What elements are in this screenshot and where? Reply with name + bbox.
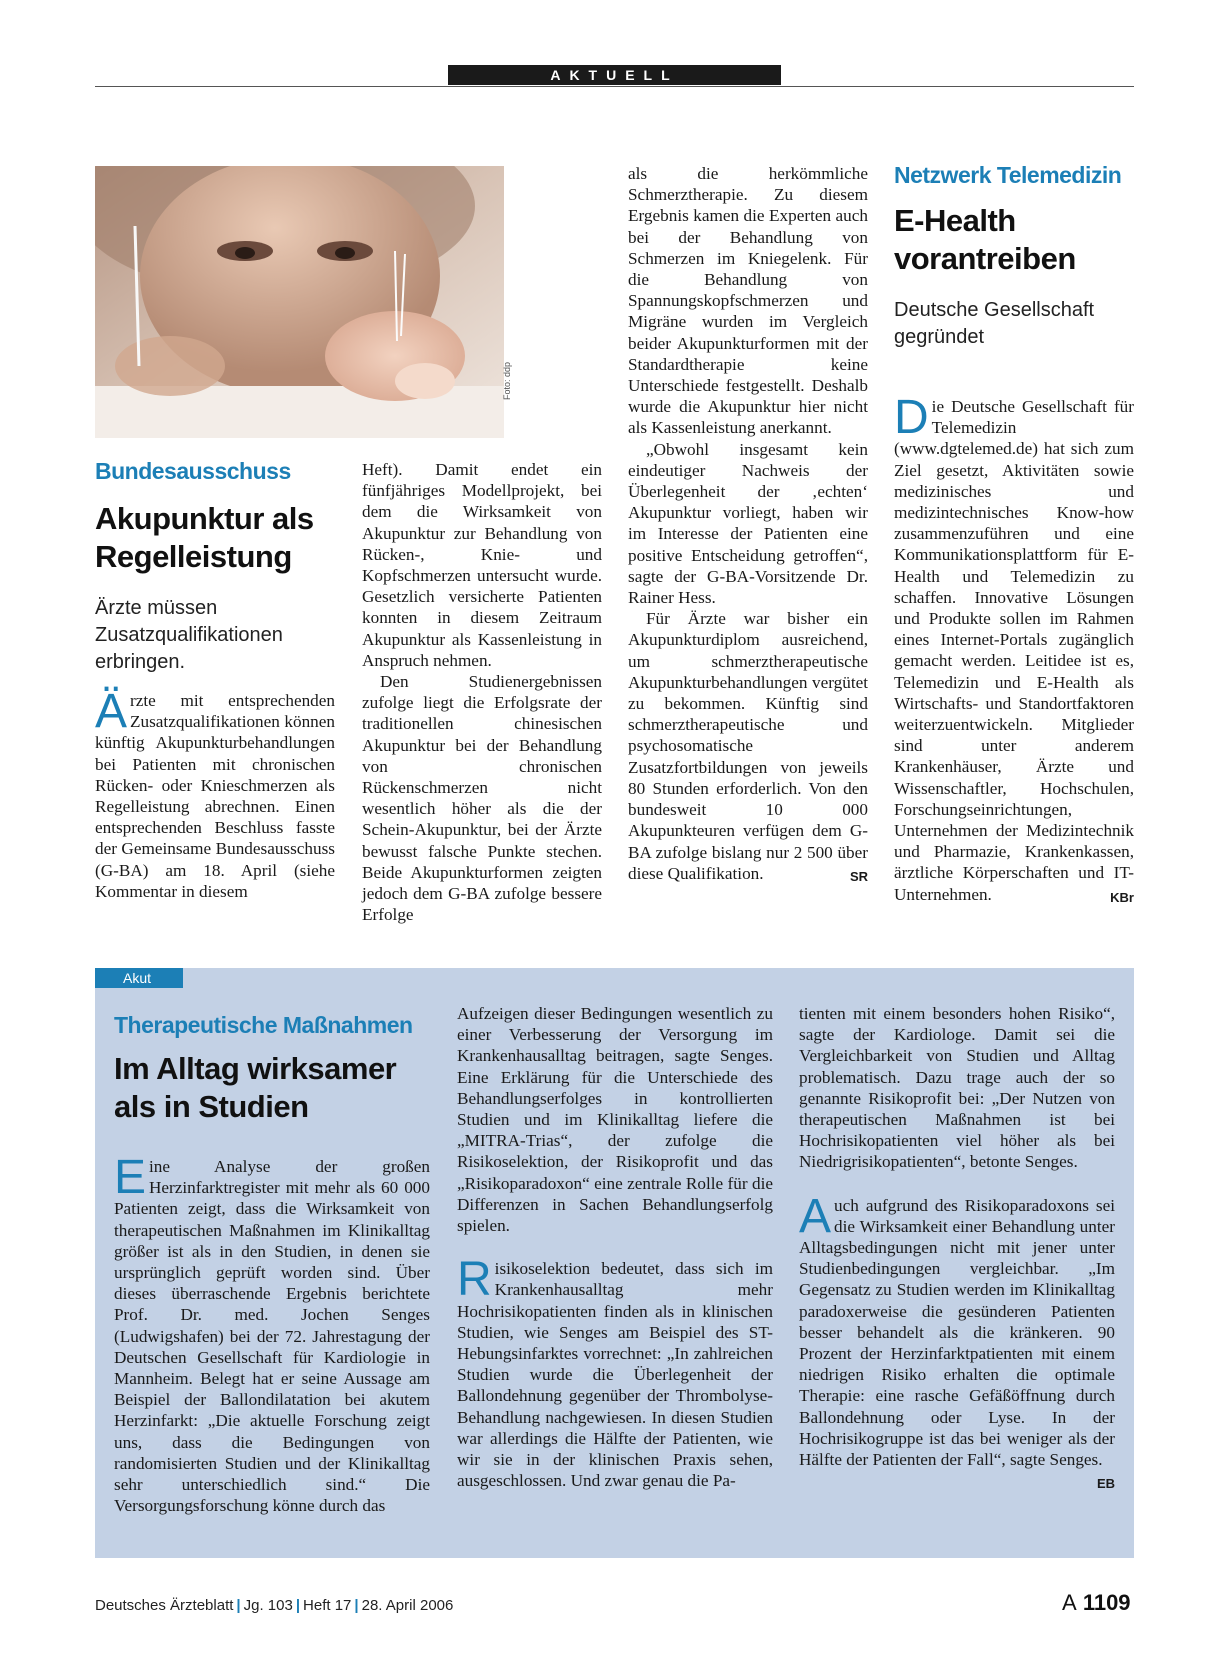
article2-dropcap: D [894, 391, 929, 444]
article1-title [95, 500, 355, 576]
article2-title-line1: E-Health [894, 203, 1016, 238]
article1-title-line1: Akupunktur als [95, 501, 314, 536]
article3-column-2 [457, 1003, 773, 1491]
article2-body: ie Deutsche Gesellschaft für Telemedizin (www.dgtelemed.de) hat sich zum Ziel gesetzt, Aktivitäten sowie medizinisches und medizintechnisches Know-how zusammenzuführen und eine Kommunikationsplattform für E-Health und Telemedizin zu schaffen. Innovative Lösungen und Produkte sollen im Rahmen eines Internet-Portals zugänglich gemacht werden. Leitidee ist es, Telemedizin und E-Health als Wirtschafts- und Standortfaktoren weiterzuentwickeln. Mitglieder sind unter anderem Krankenhäuser, Ärzte und Wissenschaftler, Hochschulen, Forschungseinrichtungen, Unternehmen der Medizintechnik und Pharmazie, Krankenkassen, ärztliche Körperschaften und IT-Unternehmen. [894, 397, 1134, 904]
article3-dropcap-1: E [114, 1151, 147, 1204]
article3-col2-para2: isikoselektion bedeutet, dass sich im Krankenhausalltag mehr Hochrisikopatienten finden als in klinischen Studien, wie Senges am Beispiel des ST-Hebungsinfarktes vorrechnet: „In zahlreichen Studien wurde die Überlegenheit der Ballondehnung gegenüber der Thrombolyse-Behandlung nachgewiesen. In diesen Studien war allerdings die Hälfte der Patienten, wie wir sie in der klinischen Praxis sehen, ausgeschlossen. Und zwar genau die Pa- [457, 1259, 773, 1491]
footer-volume: Jg. 103 [243, 1597, 293, 1614]
article3-dropcap-2: R [457, 1253, 492, 1307]
page-number [1062, 1590, 1131, 1616]
photo-credit: Foto: ddp [502, 361, 512, 400]
article3-col3-para1: tienten mit einem besonders hohen Risiko“, sagte der Kardiologe. Damit sei die Vergleichbarkeit von Studien und Alltag problematisch. Dazu trage auch der so genannte Risikoprofit bei: „Der Nutzen von therapeutischen Maßnahmen ist bei Hochrisikopatienten viel höher als bei Niedrigrisikopatienten“, betonte Senges. [799, 1004, 1115, 1172]
article3-signature: EB [1096, 1476, 1115, 1492]
article1-title-line2: Regelleistung [95, 539, 292, 574]
article1-col2-para1: Heft). Damit endet ein fünfjähriges Modellprojekt, bei dem die Wirksamkeit von Akupunktur zur Behandlung von Rücken-, Knie- und Kopfschmerzen untersucht wurde. Gesetzlich versicherte Patienten konnten in diesem Zeitraum Akupunktur als Kassenleistung in Anspruch nehmen. [362, 460, 602, 670]
footer-separator: | [354, 1597, 359, 1614]
article1-subtitle: Ärzte müssen Zusatzqualifikationen erbringen. [95, 597, 283, 673]
article1-column-1 [95, 685, 335, 902]
footer-journal: Deutsches Ärzteblatt [95, 1597, 234, 1614]
article1-col3-para1: als die herkömmliche Schmerztherapie. Zu diesem Ergebnis kamen die Experten auch bei der Behandlung von Schmerzen im Kniegelenk. Für die Behandlung von Spannungskopfschmerzen und Migräne wurden im Vergleich beider Akupunkturformen mit der Standardtherapie keine Unterschiede festgestellt. Deshalb wurde die Akupunktur hier nicht als Kassenleistung anerkannt. [628, 164, 868, 438]
article3-title-line1: Im Alltag wirksamer [114, 1051, 397, 1086]
article3-dropcap-3: A [799, 1189, 832, 1243]
article1-column-2 [362, 459, 602, 925]
article1-col1-text: rzte mit entsprechenden Zusatzqualifikationen können künftig Akupunkturbehandlungen bei Patienten mit chronischen Rücken- oder Knieschmerzen als Regelleistung abrechnen. Einen entsprechenden Beschluss fasste der Gemeinsame Bundesausschuss (G-BA) am 18. April (siehe Kommentar in diesem [95, 691, 335, 901]
article2-subtitle: Deutsche Gesellschaft gegründet [894, 299, 1095, 348]
article1-signature: SR [849, 868, 868, 884]
article2-title-line2: vorantreiben [894, 241, 1076, 276]
article1-dropcap: Ä [95, 685, 128, 738]
acupuncture-illustration [95, 166, 504, 438]
akut-box-label: Akut [95, 968, 183, 988]
article3-title [114, 1050, 444, 1126]
article1-col2-para2: Den Studienergebnissen zufolge liegt die Erfolgsrate der traditionellen chinesischen Akupunktur bei der Behandlung von chronischen Rückenschmerzen nicht wesentlich höher als die der Schein-Akupunktur, bei der Ärzte bewusst falsche Punkte stechen. Beide Akupunkturformen zeigten jedoch dem G-BA zufolge bessere Erfolge [362, 672, 602, 925]
article1-kicker: Bundesausschuss [95, 458, 291, 484]
article3-col2-para1: Aufzeigen dieser Bedingungen wesentlich zu einer Verbesserung der Versorgung im Krankenhausalltag beitragen, sagte Senges. Eine Erklärung für die Unterschiede des Behandlungserfolges in kontrollierten Studien und im Klinikalltag liefere die „MITRA-Trias“, der zufolge die Risikoselektion, der Risikoprofit und das „Risikoparadoxon“ eine zentrale Rolle für die Differenzen in Sachen Behandlungserfolg spielen. [457, 1004, 773, 1236]
section-label: AKTUELL [448, 65, 781, 85]
article2-column [894, 391, 1134, 908]
footer-issue: Heft 17 [303, 1597, 352, 1614]
article1-col3-para2: „Obwohl insgesamt kein eindeutiger Nachweis der Überlegenheit der ‚echten‘ Akupunktur vorliegt, haben wir im Interesse der Patienten eine positive Entscheidung getroffen“, sagte der G-BA-Vorsitzende Dr. Rainer Hess. [628, 439, 868, 608]
article3-col3-para2: uch aufgrund des Risikoparadoxons sei die Wirksamkeit einer Behandlung unter Alltagsbedingungen nicht mit jener unter Studienbedingungen vergleichbar. „Im Gegensatz zu Studien werden im Klinikalltag paradoxerweise die gesünderen Patienten besser behandelt als die kränkeren. 90 Prozent der Herzinfarktpatienten mit einem niedrigen Risiko erhalten die optimale Therapie: eine rasche Gefäßöffnung durch Ballondehnung oder Lyse. In der Hochrisikogruppe ist das bei weniger als der Hälfte der Patienten der Fall“, sagte Senges. [799, 1195, 1115, 1470]
footer-separator: | [236, 1597, 241, 1614]
article1-column-3 [628, 163, 868, 887]
footer-citation [95, 1597, 453, 1614]
article3-title-line2: als in Studien [114, 1089, 309, 1124]
article3-col1-text: ine Analyse der großen Herzinfarktregister mit mehr als 60 000 Patienten zeigt, dass die Wirksamkeit von therapeutischen Maßnahmen im Klinikalltag größer ist als in den Studien, in denen sie ursprünglich geprüft worden sind. Über dieses überraschende Ergebnis berichtete Prof. Dr. med. Jochen Senges (Ludwigshafen) bei der 72. Jahrestagung der Deutschen Gesellschaft für Kardiologie in Mannheim. Belegt hat er seine Aussage am Beispiel der Ballondilatation bei akutem Herzinfarkt: „Die aktuelle Forschung zeigt uns, dass die Bedingungen von randomisierten Studien und der Klinikalltag sehr unterschiedlich sind.“ Die Versorgungsforschung könne durch das [114, 1157, 430, 1516]
article2-title [894, 202, 1134, 278]
article3-kicker: Therapeutische Maßnahmen [114, 1012, 413, 1038]
article2-signature: KBr [1110, 889, 1134, 905]
footer-date: 28. April 2006 [361, 1597, 454, 1614]
page-number-value: 1109 [1082, 1590, 1131, 1615]
header-rule [95, 86, 1134, 87]
article3-column-1 [114, 1151, 430, 1516]
footer-separator: | [295, 1597, 301, 1614]
article1-col3-para3: Für Ärzte war bisher ein Akupunkturdiplom ausreichend, um schmerztherapeutische Akupunkturbehandlungen vergütet zu bekommen. Künftig sind schmerztherapeutische und psychosomatische Zusatzfortbildungen von jeweils 80 Stunden erforderlich. Von den bundesweit 10 000 Akupunkteuren verfügen dem G-BA zufolge bislang nur 2 500 über diese Qualifikation. [628, 609, 868, 883]
article2-kicker: Netzwerk Telemedizin [894, 162, 1122, 188]
article3-column-3 [799, 1003, 1115, 1494]
acupuncture-photo [95, 166, 504, 438]
page-prefix: A [1062, 1590, 1077, 1615]
